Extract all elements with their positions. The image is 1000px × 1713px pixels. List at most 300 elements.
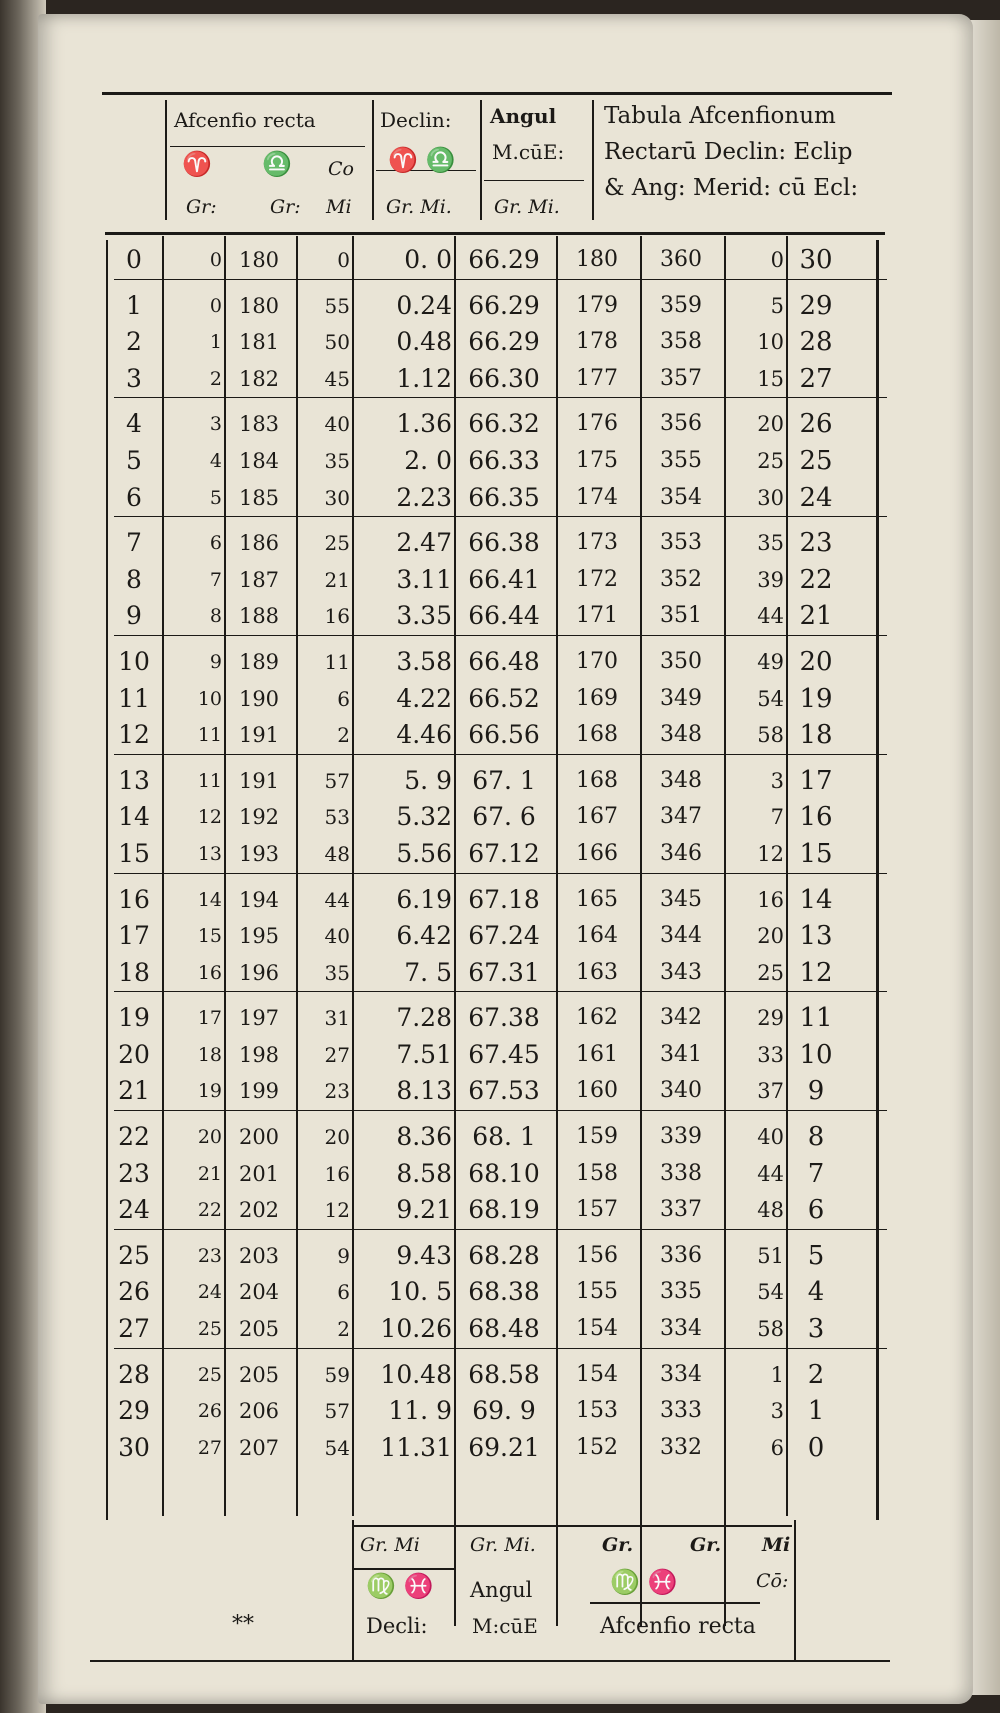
angle-meridian-cell: 66.52 — [468, 683, 540, 713]
ascensio-aries-gr-cell: 0 — [209, 249, 222, 271]
table-row — [108, 1037, 893, 1074]
footer-vrule — [352, 1520, 354, 1660]
ascensio-compl-2-cell: 336 — [660, 1242, 702, 1268]
ascensio-mi-cell: 2 — [337, 1317, 350, 1342]
ascensio-aries-gr-cell: 3 — [209, 413, 222, 436]
co-minutes-cell: 1 — [770, 1362, 784, 1387]
degree-cell: 5 — [126, 445, 142, 475]
angle-meridian-cell: 66.56 — [468, 720, 540, 750]
ascensio-compl-1-cell: 159 — [576, 1124, 618, 1150]
ascensio-compl-2-cell: 343 — [660, 959, 702, 985]
complement-degree-cell: 14 — [799, 884, 833, 915]
ascensio-compl-2-cell: 334 — [660, 1316, 702, 1342]
declination-cell: 7. 5 — [404, 957, 452, 987]
table-row — [108, 598, 893, 635]
ascensio-compl-1-cell: 179 — [576, 292, 618, 318]
ascensio-compl-2-cell: 347 — [660, 804, 702, 830]
table-row — [108, 717, 893, 754]
ascensio-compl-1-cell: 154 — [576, 1316, 618, 1342]
ascensio-compl-1-cell: 171 — [576, 603, 618, 629]
table-row — [108, 324, 893, 361]
angle-meridian-cell: 68.28 — [468, 1240, 540, 1270]
declination-cell: 10. 5 — [388, 1277, 452, 1307]
co-minutes-cell: 20 — [757, 412, 784, 437]
complement-degree-cell: 16 — [799, 802, 833, 833]
co-minutes-cell: 35 — [757, 531, 784, 556]
ascensio-compl-2-cell: 359 — [660, 292, 702, 318]
angle-meridian-cell: 66.41 — [468, 564, 540, 594]
declination-cell: 7.28 — [396, 1003, 452, 1033]
ascensio-libra-gr-cell: 188 — [238, 604, 280, 629]
table-row — [108, 1274, 893, 1311]
co-minutes-cell: 10 — [757, 330, 784, 355]
ascensio-compl-2-cell: 335 — [660, 1279, 702, 1305]
ascensio-mi-cell: 54 — [324, 1435, 350, 1460]
co-minutes-cell: 25 — [757, 448, 784, 473]
table-row — [108, 1430, 893, 1467]
ascensio-compl-1-cell: 156 — [576, 1242, 618, 1268]
ascensio-mi-cell: 48 — [324, 841, 350, 866]
ascensio-mi-cell: 59 — [324, 1362, 350, 1387]
declination-cell: 5.32 — [396, 802, 452, 832]
degree-cell: 20 — [118, 1039, 150, 1069]
degree-cell: 23 — [118, 1158, 150, 1188]
degree-cell: 21 — [118, 1076, 150, 1106]
declination-cell: 5.56 — [396, 838, 452, 868]
ascensio-aries-gr-cell: 26 — [197, 1400, 222, 1423]
co-minutes-cell: 54 — [757, 686, 784, 711]
table-row — [108, 1073, 893, 1110]
header-vrule — [592, 100, 594, 220]
complement-degree-cell: 30 — [799, 245, 833, 275]
table-row — [108, 882, 893, 919]
degree-cell: 6 — [126, 482, 142, 512]
ascensio-compl-2-cell: 344 — [660, 923, 702, 949]
ascensio-aries-gr-cell: 22 — [197, 1199, 222, 1222]
ascensio-aries-gr-cell: 17 — [197, 1007, 222, 1030]
complement-degree-cell: 24 — [799, 482, 833, 513]
ascensio-compl-1-cell: 174 — [576, 484, 618, 510]
angle-meridian-cell: 67.45 — [468, 1039, 540, 1069]
ascensio-compl-2-cell: 357 — [660, 365, 702, 391]
ascensio-libra-gr-cell: 180 — [238, 248, 280, 272]
ascensio-compl-1-cell: 165 — [576, 886, 618, 912]
group-separator — [114, 1348, 887, 1357]
ascensio-compl-1-cell: 169 — [576, 685, 618, 711]
complement-degree-cell: 8 — [807, 1122, 825, 1153]
angle-meridian-cell: 67. 1 — [472, 765, 536, 795]
ascensio-libra-gr-cell: 185 — [238, 485, 280, 510]
ascensio-aries-gr-cell: 14 — [197, 888, 222, 911]
ascensio-mi-cell: 25 — [324, 531, 350, 556]
co-minutes-cell: 7 — [770, 805, 784, 830]
header-angul-label: Angul — [490, 104, 557, 128]
complement-degree-cell: 6 — [807, 1195, 825, 1226]
declination-cell: 0.24 — [396, 290, 452, 320]
table-title-line-3: & Ang: Merid: cū Ecl: — [604, 175, 859, 201]
complement-degree-cell: 26 — [799, 409, 833, 440]
table-row — [108, 763, 893, 800]
declination-cell: 5. 9 — [404, 765, 452, 795]
table-row — [108, 1357, 893, 1394]
ascensio-aries-gr-cell: 5 — [209, 486, 222, 509]
footer-rule — [352, 1568, 454, 1570]
co-minutes-cell: 6 — [770, 1435, 784, 1460]
ascensio-aries-gr-cell: 20 — [197, 1126, 222, 1149]
ascensio-aries-gr-cell: 18 — [197, 1043, 222, 1066]
ascensio-libra-gr-cell: 191 — [238, 723, 280, 748]
declin-signs-icon: ♈ ♎ — [388, 146, 456, 174]
angle-meridian-cell: 68.58 — [468, 1359, 540, 1389]
header-declin-label: Declin: — [380, 108, 452, 132]
declination-cell: 3.35 — [396, 601, 452, 631]
declination-cell: 4.46 — [396, 720, 452, 750]
ascensio-mi-cell: 6 — [337, 1280, 350, 1305]
ascensio-mi-cell: 44 — [324, 887, 350, 912]
ascensio-compl-2-cell: 360 — [660, 247, 702, 272]
header-angul-units: Gr. Mi. — [494, 196, 560, 218]
table-row — [108, 406, 893, 443]
angle-meridian-cell: 66.32 — [468, 409, 540, 439]
ascensio-compl-1-cell: 167 — [576, 804, 618, 830]
ascensio-compl-1-cell: 162 — [576, 1005, 618, 1031]
declination-cell: 11. 9 — [388, 1396, 452, 1426]
ascensio-aries-gr-cell: 12 — [197, 806, 222, 829]
complement-degree-cell: 27 — [799, 363, 833, 394]
ascensio-libra-gr-cell: 195 — [238, 924, 280, 949]
degree-cell: 18 — [118, 957, 150, 987]
complement-degree-cell: 13 — [799, 921, 833, 952]
libra-icon: ♎ — [262, 150, 292, 178]
ascensio-mi-cell: 57 — [324, 768, 350, 793]
header-ascensio-label: Afcenfio recta — [174, 108, 316, 132]
header-co-label: Co — [328, 158, 354, 180]
table-row — [108, 1238, 893, 1275]
footer-co: Cō: — [756, 1570, 789, 1592]
ascensio-aries-gr-cell: 23 — [197, 1244, 222, 1267]
ascensio-libra-gr-cell: 184 — [238, 448, 280, 473]
complement-degree-cell: 5 — [807, 1240, 825, 1271]
complement-degree-cell: 11 — [799, 1003, 833, 1034]
header-angul-sub: M.cūE: — [492, 140, 565, 164]
ascensio-mi-cell: 2 — [337, 723, 350, 748]
co-minutes-cell: 3 — [770, 768, 784, 793]
ascensio-compl-2-cell: 355 — [660, 447, 702, 473]
co-minutes-cell: 5 — [770, 293, 784, 318]
ascensio-mi-cell: 55 — [324, 293, 350, 318]
ascensio-libra-gr-cell: 187 — [238, 567, 280, 592]
declination-cell: 4.22 — [396, 683, 452, 713]
complement-degree-cell: 7 — [807, 1158, 825, 1189]
degree-cell: 29 — [118, 1396, 150, 1426]
ascensio-aries-gr-cell: 8 — [209, 605, 222, 628]
ascensio-aries-gr-cell: 27 — [197, 1436, 222, 1459]
ascensio-compl-2-cell: 350 — [660, 648, 702, 674]
signature-stars: ** — [232, 1612, 254, 1637]
complement-degree-cell: 18 — [799, 720, 833, 751]
declination-cell: 2.47 — [396, 528, 452, 558]
complement-degree-cell: 28 — [799, 327, 833, 358]
ascensio-aries-gr-cell: 11 — [197, 724, 222, 747]
ascensio-compl-1-cell: 172 — [576, 566, 618, 592]
ascensio-mi-cell: 11 — [324, 649, 350, 674]
ascensio-compl-1-cell: 152 — [576, 1434, 618, 1460]
ascensio-libra-gr-cell: 192 — [238, 805, 280, 830]
ascensio-mi-cell: 35 — [324, 960, 350, 985]
ascensio-compl-2-cell: 351 — [660, 603, 702, 629]
degree-cell: 1 — [126, 290, 142, 320]
degree-cell: 30 — [118, 1432, 150, 1462]
angle-meridian-cell: 66.30 — [468, 363, 540, 393]
declination-cell: 3.11 — [396, 564, 452, 594]
co-minutes-cell: 58 — [757, 723, 784, 748]
co-minutes-cell: 44 — [757, 1161, 784, 1186]
angle-meridian-cell: 68.19 — [468, 1195, 540, 1225]
declination-cell: 7.51 — [396, 1039, 452, 1069]
header-hrule — [170, 146, 365, 147]
aries-icon: ♈ — [182, 150, 212, 178]
declination-cell: 9.21 — [396, 1195, 452, 1225]
co-minutes-cell: 44 — [757, 604, 784, 629]
ascensio-compl-1-cell: 163 — [576, 959, 618, 985]
co-minutes-cell: 39 — [757, 567, 784, 592]
ascensio-mi-cell: 9 — [337, 1243, 350, 1268]
ascensio-mi-cell: 21 — [324, 567, 350, 592]
virgo-pisces-icon: ♍ ♓ — [610, 1568, 678, 1596]
ascensio-mi-cell: 20 — [324, 1125, 350, 1150]
ascensio-mi-cell: 16 — [324, 604, 350, 629]
angle-meridian-cell: 67.53 — [468, 1076, 540, 1106]
ascensio-mi-cell: 12 — [324, 1198, 350, 1223]
ascensio-mi-cell: 40 — [324, 924, 350, 949]
degree-cell: 24 — [118, 1195, 150, 1225]
ascensio-mi-cell: 40 — [324, 412, 350, 437]
ascensio-compl-2-cell: 349 — [660, 685, 702, 711]
footer-gr-a: Gr. — [602, 1534, 634, 1556]
footer-decli-label: Decli: — [366, 1614, 428, 1638]
page-bottom-rule — [90, 1660, 890, 1662]
virgo-pisces-icon: ♍ ♓ — [366, 1572, 434, 1600]
header-top-rule — [102, 92, 892, 95]
ascensio-compl-2-cell: 332 — [660, 1434, 702, 1460]
ascensio-libra-gr-cell: 198 — [238, 1042, 280, 1067]
angle-meridian-cell: 67.18 — [468, 884, 540, 914]
ascensio-libra-gr-cell: 182 — [238, 366, 280, 391]
angle-meridian-cell: 66.35 — [468, 482, 540, 512]
angle-meridian-cell: 67.24 — [468, 921, 540, 951]
ascensio-libra-gr-cell: 196 — [238, 960, 280, 985]
degree-cell: 9 — [126, 601, 142, 631]
ascensio-compl-1-cell: 168 — [576, 722, 618, 748]
ascensio-libra-gr-cell: 197 — [238, 1006, 280, 1031]
co-minutes-cell: 54 — [757, 1280, 784, 1305]
table-row — [108, 799, 893, 836]
group-separator — [114, 991, 887, 1000]
angle-meridian-cell: 68. 1 — [472, 1122, 536, 1152]
declination-cell: 2. 0 — [404, 445, 452, 475]
co-minutes-cell: 40 — [757, 1125, 784, 1150]
ascensio-compl-1-cell: 166 — [576, 840, 618, 866]
ascensio-compl-1-cell: 164 — [576, 923, 618, 949]
table-row — [108, 644, 893, 681]
co-minutes-cell: 12 — [757, 841, 784, 866]
degree-cell: 27 — [118, 1314, 150, 1344]
table-row — [108, 955, 893, 992]
ascensio-compl-1-cell: 176 — [576, 411, 618, 437]
complement-degree-cell: 25 — [799, 445, 833, 476]
ascensio-compl-1-cell: 173 — [576, 530, 618, 556]
ascensio-aries-gr-cell: 2 — [209, 367, 222, 390]
declination-cell: 10.48 — [380, 1359, 452, 1389]
angle-meridian-cell: 68.48 — [468, 1314, 540, 1344]
footer-rule — [352, 1525, 792, 1527]
footer-rule — [590, 1602, 760, 1604]
degree-cell: 10 — [118, 646, 150, 676]
degree-cell: 4 — [126, 409, 142, 439]
table-row — [108, 480, 893, 517]
angle-meridian-cell: 67.12 — [468, 838, 540, 868]
table-row — [108, 361, 893, 398]
degree-cell: 26 — [118, 1277, 150, 1307]
co-minutes-cell: 30 — [757, 485, 784, 510]
header-gr-1: Gr: — [186, 196, 217, 218]
co-minutes-cell: 29 — [757, 1006, 784, 1031]
declination-cell: 8.13 — [396, 1076, 452, 1106]
table-title-line-1: Tabula Afcenfionum — [604, 103, 836, 129]
angle-meridian-cell: 69.21 — [468, 1432, 540, 1462]
angle-meridian-cell: 66.29 — [468, 327, 540, 357]
degree-cell: 13 — [118, 765, 150, 795]
ascensio-compl-1-cell: 170 — [576, 648, 618, 674]
footer-gr-b: Gr. — [690, 1534, 722, 1556]
angle-meridian-cell: 66.33 — [468, 445, 540, 475]
ascensio-compl-2-cell: 348 — [660, 722, 702, 748]
co-minutes-cell: 37 — [757, 1079, 784, 1104]
degree-cell: 17 — [118, 921, 150, 951]
ascensio-libra-gr-cell: 193 — [238, 841, 280, 866]
co-minutes-cell: 48 — [757, 1198, 784, 1223]
complement-degree-cell: 4 — [807, 1277, 825, 1308]
declination-cell: 11.31 — [380, 1432, 452, 1462]
co-minutes-cell: 25 — [757, 960, 784, 985]
ascensio-libra-gr-cell: 201 — [238, 1161, 280, 1186]
group-separator — [114, 516, 887, 525]
ascensio-mi-cell: 0 — [337, 248, 350, 272]
ascensio-compl-2-cell: 342 — [660, 1005, 702, 1031]
degree-cell: 19 — [118, 1003, 150, 1033]
complement-degree-cell: 3 — [807, 1314, 825, 1345]
degree-cell: 28 — [118, 1359, 150, 1389]
ascensio-compl-1-cell: 155 — [576, 1279, 618, 1305]
declination-cell: 9.43 — [396, 1240, 452, 1270]
footer-angul-sub: M:cūE — [472, 1614, 538, 1638]
table-row — [108, 288, 893, 325]
complement-degree-cell: 15 — [799, 838, 833, 869]
ascensio-libra-gr-cell: 181 — [238, 330, 280, 355]
ascensio-compl-2-cell: 354 — [660, 484, 702, 510]
table-row — [108, 242, 893, 279]
co-minutes-cell: 3 — [770, 1399, 784, 1424]
angle-meridian-cell: 66.48 — [468, 646, 540, 676]
group-separator — [114, 397, 887, 406]
ascensio-mi-cell: 6 — [337, 686, 350, 711]
header-bottom-rule — [105, 232, 885, 235]
declination-cell: 0. 0 — [404, 245, 452, 274]
ascensio-aries-gr-cell: 21 — [197, 1162, 222, 1185]
degree-cell: 22 — [118, 1122, 150, 1152]
ascensio-aries-gr-cell: 16 — [197, 961, 222, 984]
ascensio-compl-2-cell: 337 — [660, 1197, 702, 1223]
ascensio-compl-2-cell: 339 — [660, 1124, 702, 1150]
footer-declin-units: Gr. Mi — [360, 1534, 420, 1556]
co-minutes-cell: 58 — [757, 1317, 784, 1342]
ascensio-libra-gr-cell: 207 — [238, 1435, 280, 1460]
header-mi-1: Mi — [326, 196, 352, 218]
ascensio-compl-2-cell: 333 — [660, 1398, 702, 1424]
complement-degree-cell: 20 — [799, 646, 833, 677]
ascensio-compl-2-cell: 346 — [660, 840, 702, 866]
ascensio-libra-gr-cell: 191 — [238, 768, 280, 793]
angle-meridian-cell: 67.38 — [468, 1003, 540, 1033]
ascensio-libra-gr-cell: 205 — [238, 1317, 280, 1342]
declination-cell: 8.36 — [396, 1122, 452, 1152]
ascensio-aries-gr-cell: 24 — [197, 1281, 222, 1304]
complement-degree-cell: 19 — [799, 683, 833, 714]
degree-cell: 12 — [118, 720, 150, 750]
ascensio-compl-1-cell: 160 — [576, 1078, 618, 1104]
declination-cell: 6.19 — [396, 884, 452, 914]
ascensio-mi-cell: 35 — [324, 448, 350, 473]
ascensio-aries-gr-cell: 15 — [197, 925, 222, 948]
ascensio-compl-1-cell: 175 — [576, 447, 618, 473]
angle-meridian-cell: 66.44 — [468, 601, 540, 631]
ascensio-libra-gr-cell: 205 — [238, 1362, 280, 1387]
declination-cell: 1.12 — [396, 363, 452, 393]
degree-cell: 16 — [118, 884, 150, 914]
degree-cell: 25 — [118, 1240, 150, 1270]
ascensio-compl-2-cell: 353 — [660, 530, 702, 556]
ascensio-compl-1-cell: 154 — [576, 1361, 618, 1387]
footer-angul-units: Gr. Mi. — [470, 1534, 536, 1556]
ascensio-libra-gr-cell: 204 — [238, 1280, 280, 1305]
footer-ascensio-label: Afcenfio recta — [600, 1614, 756, 1639]
ascensio-aries-gr-cell: 10 — [197, 687, 222, 710]
ascensio-mi-cell: 53 — [324, 805, 350, 830]
complement-degree-cell: 9 — [807, 1076, 825, 1107]
ascensio-mi-cell: 30 — [324, 485, 350, 510]
angle-meridian-cell: 67. 6 — [472, 802, 536, 832]
ascensio-compl-1-cell: 177 — [576, 365, 618, 391]
ascensio-compl-1-cell: 168 — [576, 767, 618, 793]
declination-cell: 8.58 — [396, 1158, 452, 1188]
table-row — [108, 1156, 893, 1193]
ascensio-libra-gr-cell: 202 — [238, 1198, 280, 1223]
ascensio-compl-1-cell: 178 — [576, 329, 618, 355]
table-row — [108, 525, 893, 562]
declination-cell: 0.48 — [396, 327, 452, 357]
declination-cell: 3.58 — [396, 646, 452, 676]
group-separator — [114, 1229, 887, 1238]
ascensio-aries-gr-cell: 13 — [197, 842, 222, 865]
table-row — [108, 1000, 893, 1037]
co-minutes-cell: 33 — [757, 1042, 784, 1067]
co-minutes-cell: 16 — [757, 887, 784, 912]
co-minutes-cell: 0 — [770, 248, 784, 272]
ascensio-compl-2-cell: 334 — [660, 1361, 702, 1387]
header-vrule — [372, 100, 374, 220]
ascensio-aries-gr-cell: 1 — [209, 331, 222, 354]
ascensio-compl-1-cell: 157 — [576, 1197, 618, 1223]
